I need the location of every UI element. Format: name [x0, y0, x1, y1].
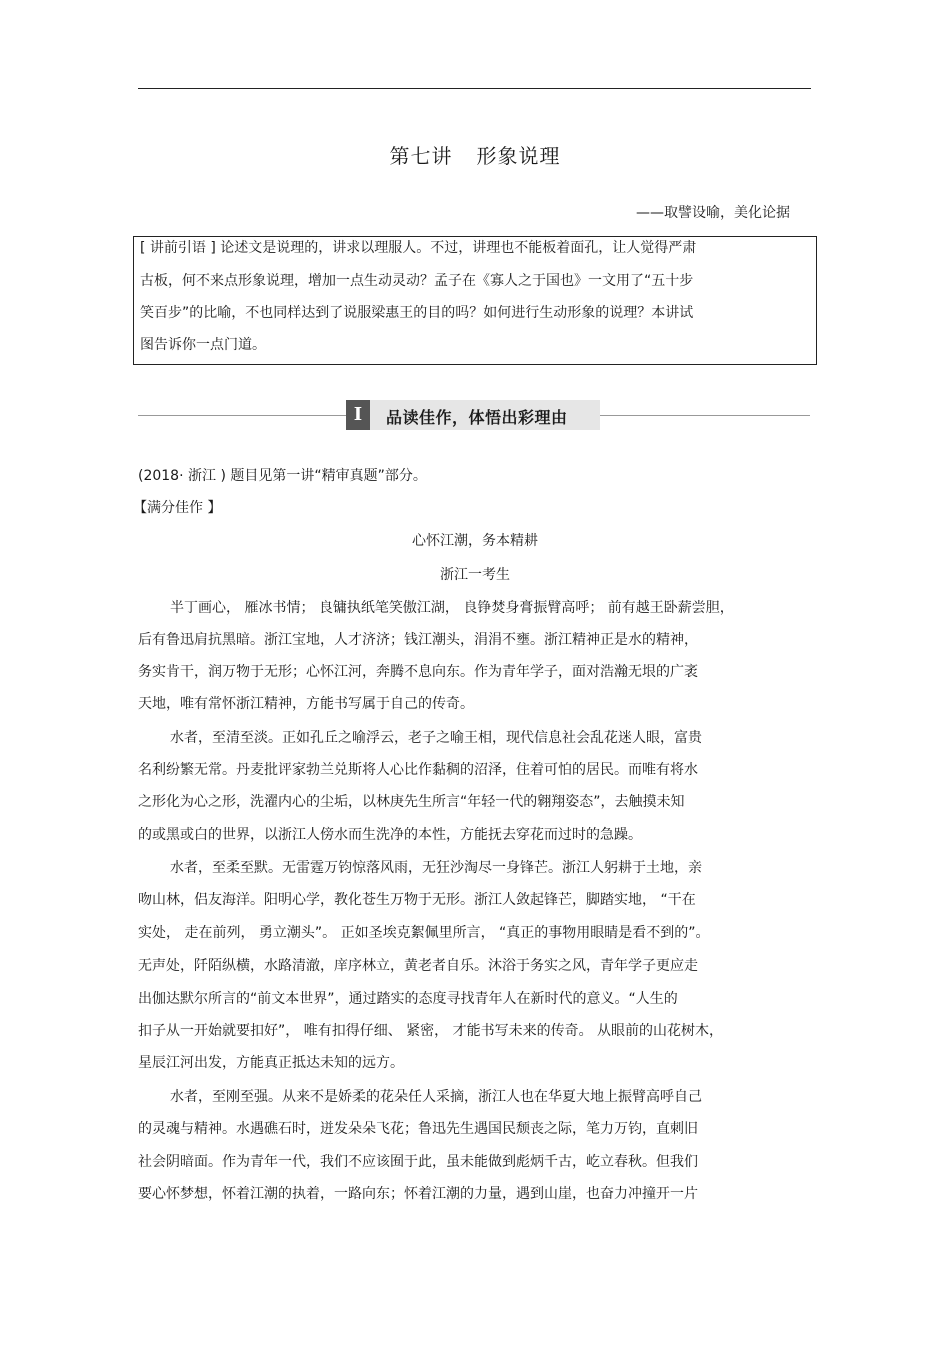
essay-line: 水者，至清至淡。正如孔丘之喻浮云，老子之喻王相，现代信息社会乱花迷人眼，富贵: [170, 730, 702, 746]
essay-line: 半丁画心， 雁冰书情； 良镛执纸笔笑傲江湖， 良铮焚身膏振臂高呼； 前有越王卧薪尝胆，: [170, 600, 734, 616]
title-lecture-number: 第七讲: [389, 144, 453, 168]
essay-line: 的灵魂与精神。水遇礁石时，迸发朵朵飞花；鲁迅先生遇国民颓丧之际，笔力万钧，直刺旧: [138, 1121, 698, 1137]
essay-line: 无声处，阡陌纵横，水路清澈，庠序林立，黄老者自乐。沐浴于务实之风，青年学子更应走: [138, 958, 698, 974]
source-note: (2018· 浙江 ) 题目见第一讲“精审真题”部分。: [138, 468, 427, 484]
essay-line: 社会阴暗面。作为青年一代，我们不应该囿于此，虽未能做到彪炳千古，屹立春秋。但我们: [138, 1154, 698, 1170]
essay-line: 水者，至柔至默。无雷霆万钧惊落风雨，无狂沙淘尽一身锋芒。浙江人躬耕于土地，亲: [170, 860, 702, 876]
section-title: 品读佳作，体悟出彩理由: [386, 408, 568, 427]
page-subtitle: ——取譬设喻，美化论据: [636, 205, 790, 221]
essay-line: 实处， 走在前列， 勇立潮头”。 正如圣埃克絮佩里所言， “真正的事物用眼睛是看不到的”。: [138, 925, 710, 941]
section-number: I: [346, 400, 370, 430]
title-topic: 形象说理: [476, 144, 561, 168]
intro-line: [ 讲前引语 ] 论述文是说理的，讲求以理服人。不过，讲理也不能板着面孔，让人觉得严肃: [140, 240, 697, 256]
essay-author: 浙江一考生: [440, 567, 510, 583]
section-rule-right: [600, 415, 810, 416]
intro-line: 古板，何不来点形象说理，增加一点生动灵动？孟子在《寡人之于国也》一文用了“五十步: [140, 273, 694, 289]
section-rule-left: [138, 415, 346, 416]
essay-line: 的或黑或白的世界，以浙江人傍水而生洗净的本性，方能抚去穿花而过时的急躁。: [138, 827, 642, 843]
essay-line: 之形化为心之形，洗濯内心的尘垢，以林庚先生所言“年轻一代的翱翔姿态”，去触摸未知: [138, 794, 685, 810]
intro-line: 笑百步”的比喻，不也同样达到了说服梁惠王的目的吗？如何进行生动形象的说理？本讲试: [140, 305, 694, 321]
essay-line: 务实肯干，润万物于无形；心怀江河，奔腾不息向东。作为青年学子，面对浩瀚无垠的广袤: [138, 664, 698, 680]
essay-label: 【满分佳作 】: [133, 500, 222, 516]
intro-box: [133, 236, 817, 365]
essay-title: 心怀江潮，务本精耕: [412, 533, 538, 549]
essay-line: 水者，至刚至强。从来不是娇柔的花朵任人采摘，浙江人也在华夏大地上振臂高呼自己: [170, 1089, 702, 1105]
essay-line: 名利纷繁无常。丹麦批评家勃兰兑斯将人心比作黏稠的沼泽，住着可怕的居民。而唯有将水: [138, 762, 698, 778]
essay-line: 天地，唯有常怀浙江精神，方能书写属于自己的传奇。: [138, 696, 474, 712]
section-header: [138, 400, 810, 432]
page-title: [0, 140, 950, 169]
top-rule: [138, 88, 811, 89]
essay-line: 星辰江河出发，方能真正抵达未知的远方。: [138, 1055, 404, 1071]
essay-line: 吻山林，侣友海洋。阳明心学，教化苍生万物于无形。浙江人敛起锋芒，脚踏实地， “干在: [138, 892, 696, 908]
intro-line: 图告诉你一点门道。: [140, 337, 266, 353]
essay-line: 要心怀梦想，怀着江潮的执着，一路向东；怀着江潮的力量，遇到山崖，也奋力冲撞开一片: [138, 1186, 698, 1202]
essay-line: 扣子从一开始就要扣好”， 唯有扣得仔细、 紧密， 才能书写未来的传奇。 从眼前的山花树木，: [138, 1023, 724, 1039]
essay-line: 出伽达默尔所言的“前文本世界”，通过踏实的态度寻找青年人在新时代的意义。“人生的: [138, 991, 678, 1007]
essay-line: 后有鲁迅肩抗黑暗。浙江宝地，人才济济；钱江潮头，涓涓不壅。浙江精神正是水的精神，: [138, 632, 698, 648]
